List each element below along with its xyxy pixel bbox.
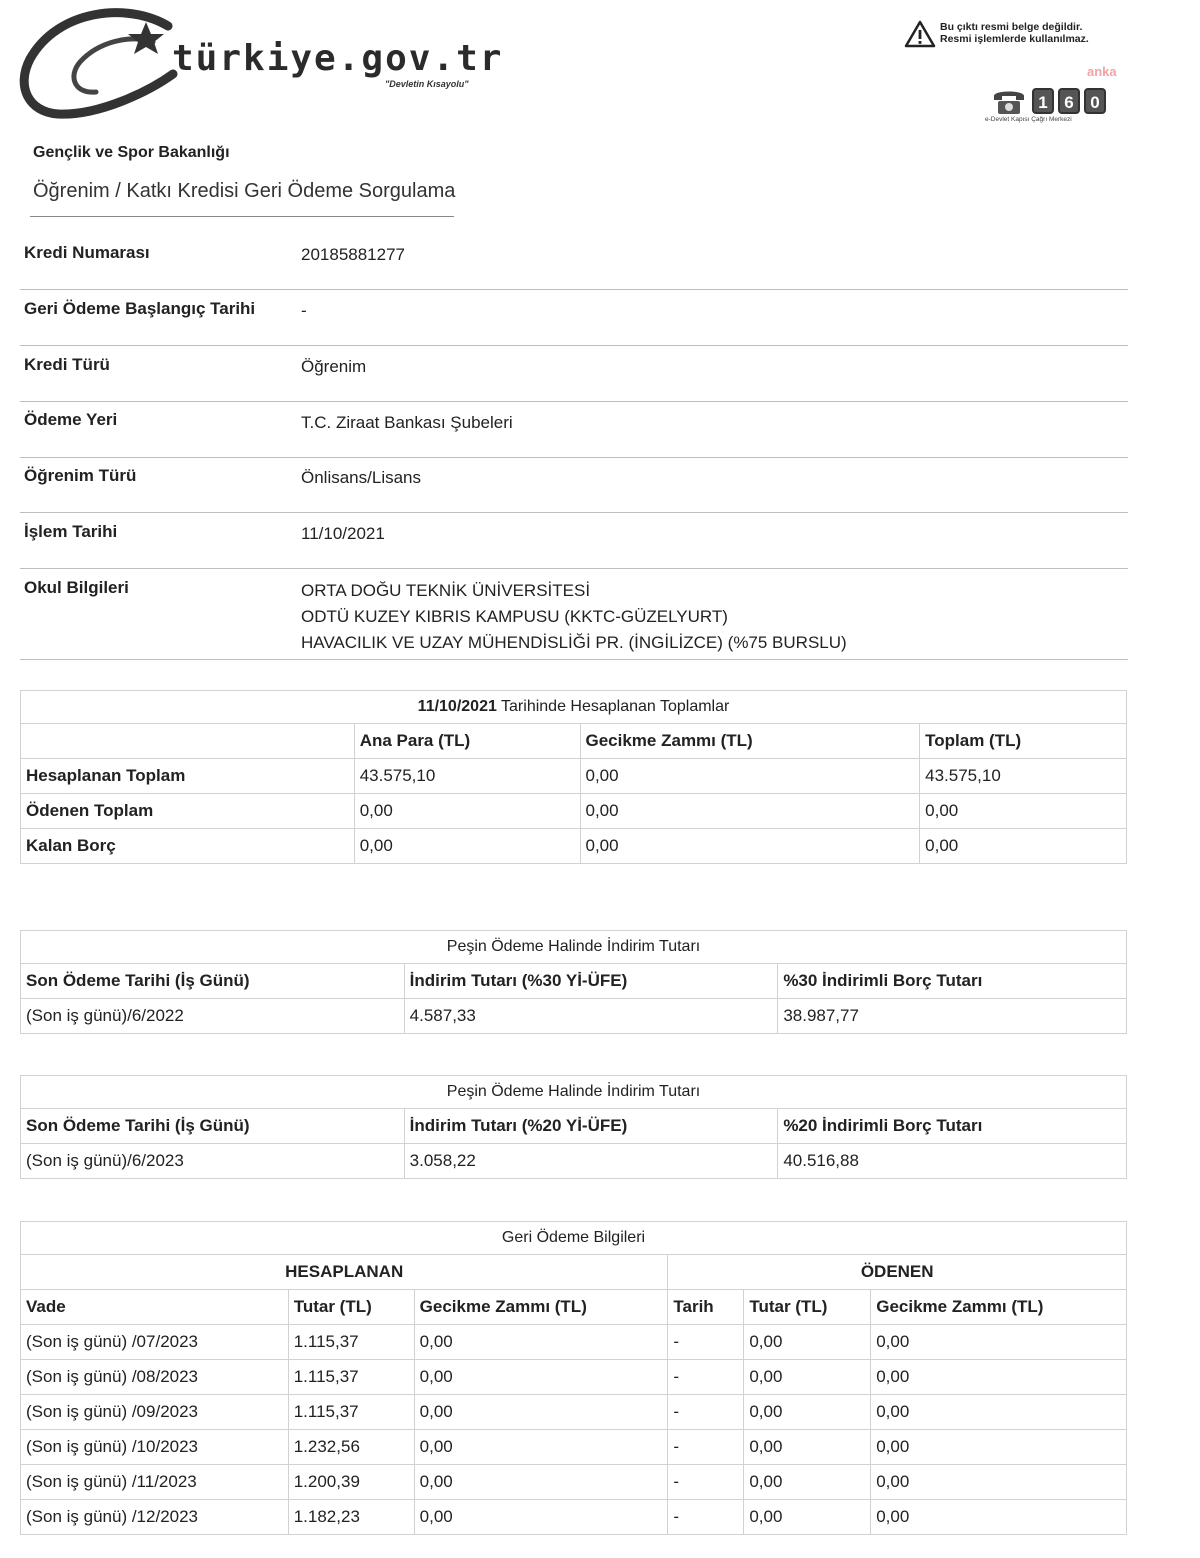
totals-cell: 0,00 — [354, 829, 580, 864]
repayment-cell: 0,00 — [414, 1500, 668, 1535]
table-row — [21, 794, 1127, 829]
logo-text: türkiye.gov.tr — [172, 38, 504, 79]
school-line-university: ORTA DOĞU TEKNİK ÜNİVERSİTESİ — [301, 581, 591, 600]
totals-header-ana-para: Ana Para (TL) — [354, 724, 580, 759]
info-label-islem-tarihi: İşlem Tarihi — [24, 522, 118, 541]
repayment-cell: - — [668, 1500, 744, 1535]
ministry-name: Gençlik ve Spor Bakanlığı — [33, 144, 230, 161]
table-row — [21, 999, 1127, 1034]
repayment-cell: 0,00 — [871, 1430, 1127, 1465]
service-title: Öğrenim / Katkı Kredisi Geri Ödeme Sorgulama — [33, 180, 456, 202]
totals-cell: 0,00 — [580, 794, 920, 829]
repayment-cell: 1.200,39 — [288, 1465, 414, 1500]
totals-header-toplam: Toplam (TL) — [920, 724, 1127, 759]
repayment-cell: - — [668, 1430, 744, 1465]
repayment-cell: 1.115,37 — [288, 1360, 414, 1395]
totals-caption-date: 11/10/2021 — [417, 698, 497, 715]
discount-30-amount: 4.587,33 — [404, 999, 778, 1034]
discount-30-table — [20, 930, 1127, 1034]
discount-30-header-date: Son Ödeme Tarihi (İş Günü) — [21, 964, 405, 999]
table-row — [21, 1500, 1127, 1535]
discount-30-header-amount: İndirim Tutarı (%30 Yİ-ÜFE) — [404, 964, 778, 999]
repayment-cell: - — [668, 1395, 744, 1430]
totals-cell: 0,00 — [920, 829, 1127, 864]
repayment-cell: (Son iş günü) /10/2023 — [21, 1430, 289, 1465]
discount-20-table — [20, 1075, 1127, 1179]
repayment-cell: 0,00 — [744, 1465, 871, 1500]
totals-cell: 43.575,10 — [920, 759, 1127, 794]
repayment-header-paid-gecikme: Gecikme Zammı (TL) — [871, 1290, 1127, 1325]
discount-20-debt: 40.516,88 — [778, 1144, 1127, 1179]
table-row — [21, 1395, 1127, 1430]
repayment-header-tarih: Tarih — [668, 1290, 744, 1325]
totals-cell: 0,00 — [920, 794, 1127, 829]
totals-cell: 0,00 — [580, 829, 920, 864]
info-label-odeme-yeri: Ödeme Yeri — [24, 410, 118, 429]
totals-header-gecikme-zammi: Gecikme Zammı (TL) — [580, 724, 920, 759]
repayment-cell: (Son iş günü) /07/2023 — [21, 1325, 289, 1360]
discount-20-date: (Son iş günü)/6/2023 — [21, 1144, 405, 1179]
totals-row-label: Hesaplanan Toplam — [21, 759, 355, 794]
repayment-cell: 1.115,37 — [288, 1395, 414, 1430]
logo-tagline: "Devletin Kısayolu" — [385, 79, 469, 89]
info-value-geri-odeme-baslangic: - — [301, 301, 307, 320]
repayment-cell: (Son iş günü) /11/2023 — [21, 1465, 289, 1500]
repayment-header-tutar: Tutar (TL) — [288, 1290, 414, 1325]
row-divider — [20, 512, 1128, 513]
repayment-cell: 0,00 — [744, 1395, 871, 1430]
totals-caption — [21, 691, 1127, 724]
repayment-cell: 1.115,37 — [288, 1325, 414, 1360]
table-row — [21, 759, 1127, 794]
info-label-kredi-turu: Kredi Türü — [24, 355, 110, 374]
table-row — [21, 1325, 1127, 1360]
repayment-cell: - — [668, 1360, 744, 1395]
repayment-cell: (Son iş günü) /12/2023 — [21, 1500, 289, 1535]
table-row — [21, 829, 1127, 864]
repayment-table — [20, 1221, 1127, 1535]
call-center-caption: e-Devlet Kapısı Çağrı Merkezi — [985, 116, 1072, 123]
table-row — [21, 1430, 1127, 1465]
phone-digit: 6 — [1058, 88, 1080, 114]
repayment-header-paid-tutar: Tutar (TL) — [744, 1290, 871, 1325]
info-label-okul-bilgileri: Okul Bilgileri — [24, 578, 129, 597]
info-value-kredi-turu: Öğrenim — [301, 357, 367, 376]
repayment-cell: 0,00 — [871, 1500, 1127, 1535]
info-label-geri-odeme-baslangic: Geri Ödeme Başlangıç Tarihi — [24, 299, 256, 318]
repayment-cell: 0,00 — [871, 1465, 1127, 1500]
discount-20-caption: Peşin Ödeme Halinde İndirim Tutarı — [21, 1076, 1127, 1109]
table-row — [21, 1360, 1127, 1395]
discount-30-caption: Peşin Ödeme Halinde İndirim Tutarı — [21, 931, 1127, 964]
repayment-header-gecikme: Gecikme Zammı (TL) — [414, 1290, 668, 1325]
repayment-cell: 0,00 — [414, 1325, 668, 1360]
repayment-cell: 1.232,56 — [288, 1430, 414, 1465]
repayment-cell: 0,00 — [744, 1500, 871, 1535]
info-label-ogrenim-turu: Öğrenim Türü — [24, 466, 137, 485]
repayment-cell: 0,00 — [871, 1395, 1127, 1430]
repayment-cell: 0,00 — [871, 1325, 1127, 1360]
totals-row-label: Kalan Borç — [21, 829, 355, 864]
repayment-cell: - — [668, 1325, 744, 1360]
row-divider — [20, 289, 1128, 290]
repayment-group-calculated: HESAPLANAN — [21, 1255, 668, 1290]
info-label-kredi-numarasi: Kredi Numarası — [24, 243, 150, 262]
info-value-ogrenim-turu: Önlisans/Lisans — [301, 468, 422, 487]
totals-caption-text: Tarihinde Hesaplanan Toplamlar — [496, 698, 730, 715]
info-value-islem-tarihi: 11/10/2021 — [301, 524, 385, 543]
repayment-cell: 0,00 — [414, 1395, 668, 1430]
totals-row-label: Ödenen Toplam — [21, 794, 355, 829]
school-line-program: HAVACILIK VE UZAY MÜHENDİSLİĞİ PR. (İNGİLİZCE) (%75 BURSLU) — [301, 633, 847, 652]
totals-table — [20, 690, 1127, 864]
warning-icon — [904, 20, 936, 48]
info-value-okul-bilgileri — [301, 578, 847, 656]
discount-20-amount: 3.058,22 — [404, 1144, 778, 1179]
repayment-cell: (Son iş günü) /08/2023 — [21, 1360, 289, 1395]
repayment-header-vade: Vade — [21, 1290, 289, 1325]
discount-30-header-debt: %30 İndirimli Borç Tutarı — [778, 964, 1127, 999]
phone-digit: 0 — [1084, 88, 1106, 114]
discount-20-header-amount: İndirim Tutarı (%20 Yİ-ÜFE) — [404, 1109, 778, 1144]
repayment-cell: - — [668, 1465, 744, 1500]
repayment-caption: Geri Ödeme Bilgileri — [21, 1222, 1127, 1255]
totals-header-empty — [21, 724, 355, 759]
row-divider — [20, 401, 1128, 402]
info-value-odeme-yeri: T.C. Ziraat Bankası Şubeleri — [301, 413, 513, 432]
repayment-cell: 1.182,23 — [288, 1500, 414, 1535]
repayment-cell: 0,00 — [744, 1430, 871, 1465]
repayment-cell: 0,00 — [414, 1465, 668, 1500]
repayment-cell: (Son iş günü) /09/2023 — [21, 1395, 289, 1430]
table-row — [21, 1465, 1127, 1500]
totals-cell: 0,00 — [354, 794, 580, 829]
totals-cell: 0,00 — [580, 759, 920, 794]
row-divider — [20, 568, 1128, 569]
phone-digit: 1 — [1032, 88, 1054, 114]
discount-20-header-date: Son Ödeme Tarihi (İş Günü) — [21, 1109, 405, 1144]
warning-line-2: Resmi işlemlerde kullanılmaz. — [940, 33, 1089, 45]
warning-line-1: Bu çıktı resmi belge değildir. — [940, 21, 1083, 33]
school-line-campus: ODTÜ KUZEY KIBRIS KAMPUSU (KKTC-GÜZELYURT) — [301, 607, 728, 626]
row-divider — [20, 457, 1128, 458]
row-divider — [20, 345, 1128, 346]
totals-cell: 43.575,10 — [354, 759, 580, 794]
title-divider — [30, 216, 454, 217]
discount-20-header-debt: %20 İndirimli Borç Tutarı — [778, 1109, 1127, 1144]
repayment-cell: 0,00 — [744, 1360, 871, 1395]
watermark-text: anka — [1087, 64, 1117, 79]
row-divider — [20, 659, 1128, 660]
info-value-kredi-numarasi: 20185881277 — [301, 245, 406, 264]
repayment-cell: 0,00 — [744, 1325, 871, 1360]
warning-notice — [940, 21, 1089, 45]
repayment-cell: 0,00 — [414, 1430, 668, 1465]
repayment-cell: 0,00 — [871, 1360, 1127, 1395]
phone-icon — [990, 86, 1028, 116]
repayment-cell: 0,00 — [414, 1360, 668, 1395]
discount-30-debt: 38.987,77 — [778, 999, 1127, 1034]
repayment-group-paid: ÖDENEN — [668, 1255, 1127, 1290]
table-row — [21, 1144, 1127, 1179]
discount-30-date: (Son iş günü)/6/2022 — [21, 999, 405, 1034]
